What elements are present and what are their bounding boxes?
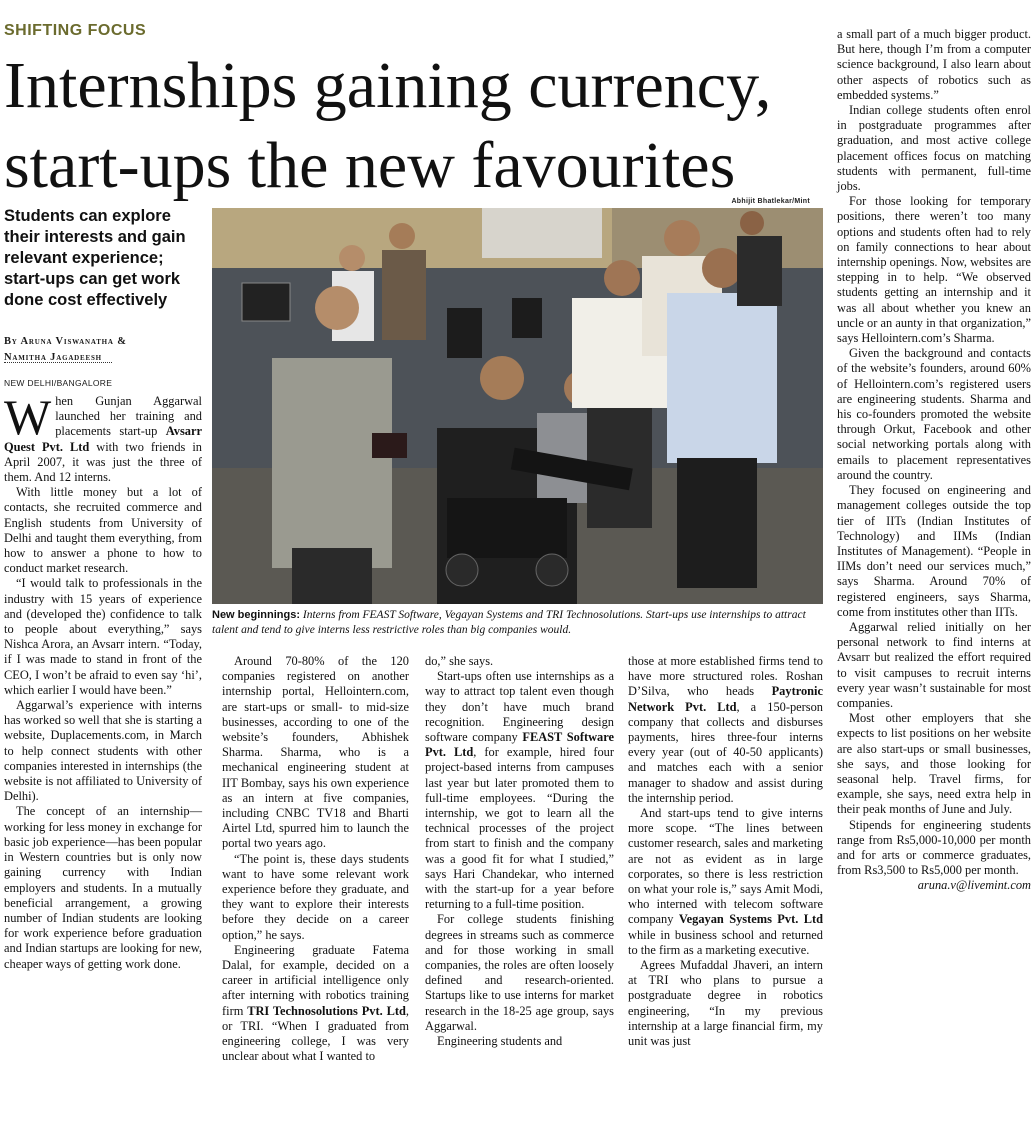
paragraph: Given the background and contacts of the website’s founders, around 60% of Hellointern.com’s registered users are engineering students. Sharma and his co-founders promoted the website through Orkut, Facebook and other social networking portals along with emails to placement representatives around the country. xyxy=(837,346,1031,482)
paragraph: Engineering students and xyxy=(437,1034,563,1049)
section-kicker: SHIFTING FOCUS xyxy=(4,22,147,39)
paragraph: For those looking for temporary positions, there weren’t too many options and students often had to rely on family connections to hear about internship openings. Now, websites are stepping in to help. “We observed students getting an internship and it was all about whether you knew an uncle or an aunty in that organization,” says Hellointern.com’s Sharma. xyxy=(837,194,1031,346)
paragraph: Agrees Mufaddal Jhaveri, an intern at TRI who plans to pursue a postgraduate degree in robotics engineering, “In my previous internship at a large financial firm, my unit was just xyxy=(628,958,823,1049)
paragraph xyxy=(628,806,823,958)
text-run: while in business school and returned to the firm as a marketing executive. xyxy=(628,927,823,957)
paragraph: “I would talk to professionals in the industry with 15 years of experience and (developed the) confidence to talk to people about everything,” says Nishca Arora, an Avsarr intern. “Today, if I was made to stand in front of the CEO, I won’t be afraid to even say ‘hi’, which earlier I would have been.” xyxy=(4,576,202,697)
paragraph: Stipends for engineering students range from Rs5,000-10,000 per month and for arts or commerce graduates, from Rs3,500 to Rs5,000 per month. xyxy=(837,817,1031,878)
column-5 xyxy=(837,27,1031,894)
company-name: FEAST Software Pvt. Ltd xyxy=(425,730,614,760)
byline-divider xyxy=(4,362,112,363)
paragraph: Around 70-80% of the 120 companies registered on another internship portal, Hellointern.com, are start-ups or small- to mid-size businesses, according to one of the website’s founders, Abhishek Sharma. Sharma, who is a mechanical engineering student at IIT Bombay, says his own experience as an intern at five companies, including CNBC TV18 and Bharti Airtel Ltd, spurred him to launch the portal two years ago. xyxy=(222,654,409,851)
drop-cap: W xyxy=(4,389,52,445)
caption-lead: New beginnings: xyxy=(212,609,300,621)
text-run: , or TRI. “When I graduated from engineering college, I was very unclear about what I wanted to xyxy=(222,1003,409,1064)
text-run: those at more established firms tend to have more structured roles. Roshan D’Silva, who heads xyxy=(628,654,823,699)
paragraph: Aggarwal relied initially on her personal network to find interns at Avsarr but realized the effort required to visit campuses to recruit interns every year wasn’t sustainable for most companies. xyxy=(837,619,1031,710)
paragraph: “The point is, these days students want to have some relevant work experience before they graduate, and they want to explore their interests before they decide on a career option,” he says. xyxy=(222,851,409,942)
text-run: Start-ups often use internships as a way to attract top talent even though they don’t have much brand recognition. Engineering design software company xyxy=(425,669,614,745)
text-run: Engineering graduate Fatema Dalal, for example, decided on a career in artificial intelligence only after interning with robotics training firm xyxy=(222,942,409,1018)
paragraph: Indian college students often enrol in postgraduate programmes after graduation, and most active college placement offices focus on matching students with permanent, full-time jobs. xyxy=(837,103,1031,194)
paragraph: They focused on engineering and management colleges outside the top tier of IITs (Indian Institutes of Technology) and IIMs (Indian Institutes of Management). “People in IIMs don’t need our services much,” says Sharma. Around 70% of registered engineers, says Sharma, come from institutes other than IITs. xyxy=(837,483,1031,619)
paragraph: Aggarwal’s experience with interns has worked so well that she is starting a website, Duplacements.com, in March to help connect students with other companies interested in internships (the website is not affiliated to University of Delhi). xyxy=(4,698,202,804)
paragraph xyxy=(425,669,614,912)
paragraph xyxy=(628,654,823,806)
paragraph: For college students finishing degrees in streams such as commerce and for those working in small companies, the roles are often loosely defined and research-oriented. Startups like to use interns for market research in the 18-25 age group, says Aggarwal. xyxy=(425,912,614,1033)
byline-line-1: By Aruna Viswanatha & xyxy=(4,336,127,347)
byline-line-2: Namitha Jagadeesh xyxy=(4,352,102,363)
paragraph: a small part of a much bigger product. But here, though I’m from a computer science background, I also learn about other aspects of robotics such as embedded systems.” xyxy=(837,27,1031,102)
text-run: , for example, hired four project-based interns from campuses last year but later promoted them to full-time employees. “During the internship, we got to learn all the technical processes of the project from start to finish and the company was a good fit for what I studied,” says Hari Chandekar, who interned with the start-up for a year before returning to a full-time position. xyxy=(425,745,614,912)
paragraph: do,” she says. xyxy=(425,654,494,668)
text-run: with two friends in April 2007, it was just the three of them. And 12 interns. xyxy=(4,439,202,485)
company-name: Vegayan Systems Pvt. Ltd xyxy=(678,912,823,927)
headline-line-2: start-ups the new favourites xyxy=(4,129,736,202)
article-photo xyxy=(212,208,823,604)
paragraph: Most other employers that she expects to list positions on her website are also start-ups or small businesses, she says, and those looking for seasonal help. Travel firms, for example, she says, need extra help in their peak months of June and July. xyxy=(837,711,1031,817)
column-2 xyxy=(222,654,409,1064)
company-name: TRI Technosolutions Pvt. Ltd xyxy=(247,1003,406,1018)
company-name: Paytronic Network Pvt. Ltd xyxy=(628,684,823,714)
paragraph: The concept of an internship—working for less money in exchange for basic job experience—has been popular in Western countries but is only now gaining currency with Indian employers and students. In a mutually beneficial arrangement, a growing number of Indian students are looking for work experience before graduation and Indian startups are looking for new, cheaper ways of getting work done. xyxy=(4,804,202,971)
text-run: And start-ups tend to give interns more scope. “The lines between customer research, sales and marketing are not as evident as in large corporates, so there is less restriction on what your role is,” says Amit Modi, who interned with telecom software company xyxy=(628,806,823,927)
text-run: hen Gunjan Aggarwal launched her training and placements start-up xyxy=(55,394,202,439)
author-email[interactable]: aruna.v@livemint.com xyxy=(917,878,1031,893)
column-4 xyxy=(628,654,823,1049)
column-3 xyxy=(425,654,614,1049)
headline xyxy=(4,46,824,206)
caption-text: Interns from FEAST Software, Vegayan Systems and TRI Technosolutions. Start-ups use internships to attract talent and tend to give interns less restrictive roles than big companies would. xyxy=(212,609,806,636)
paragraph xyxy=(222,943,409,1065)
paragraph xyxy=(4,389,202,485)
text-run: , a 150-person company that collects and disburses payments, hires three-four interns every year (out of 40-50 applicants) and matches each with a senior manager to shadow and assist during the internship period. xyxy=(628,699,823,805)
headline-line-1: Internships gaining currency, xyxy=(4,49,772,122)
paragraph: With little money but a lot of contacts, she recruited commerce and English students from University of Delhi and taught them everything, from how to answer a phone to how to conduct market research. xyxy=(4,485,202,576)
column-1 xyxy=(4,389,202,972)
photo-credit: Abhijit Bhatlekar/Mint xyxy=(731,198,810,205)
dateline: NEW DELHI/BANGALORE xyxy=(4,378,113,388)
photo-illustration xyxy=(212,208,823,604)
article-deck: Students can explore their interests and gain relevant experience; start-ups can get work done cost effectively xyxy=(4,207,186,309)
company-name: Avsarr Quest Pvt. Ltd xyxy=(4,424,202,454)
photo-caption xyxy=(212,608,823,638)
